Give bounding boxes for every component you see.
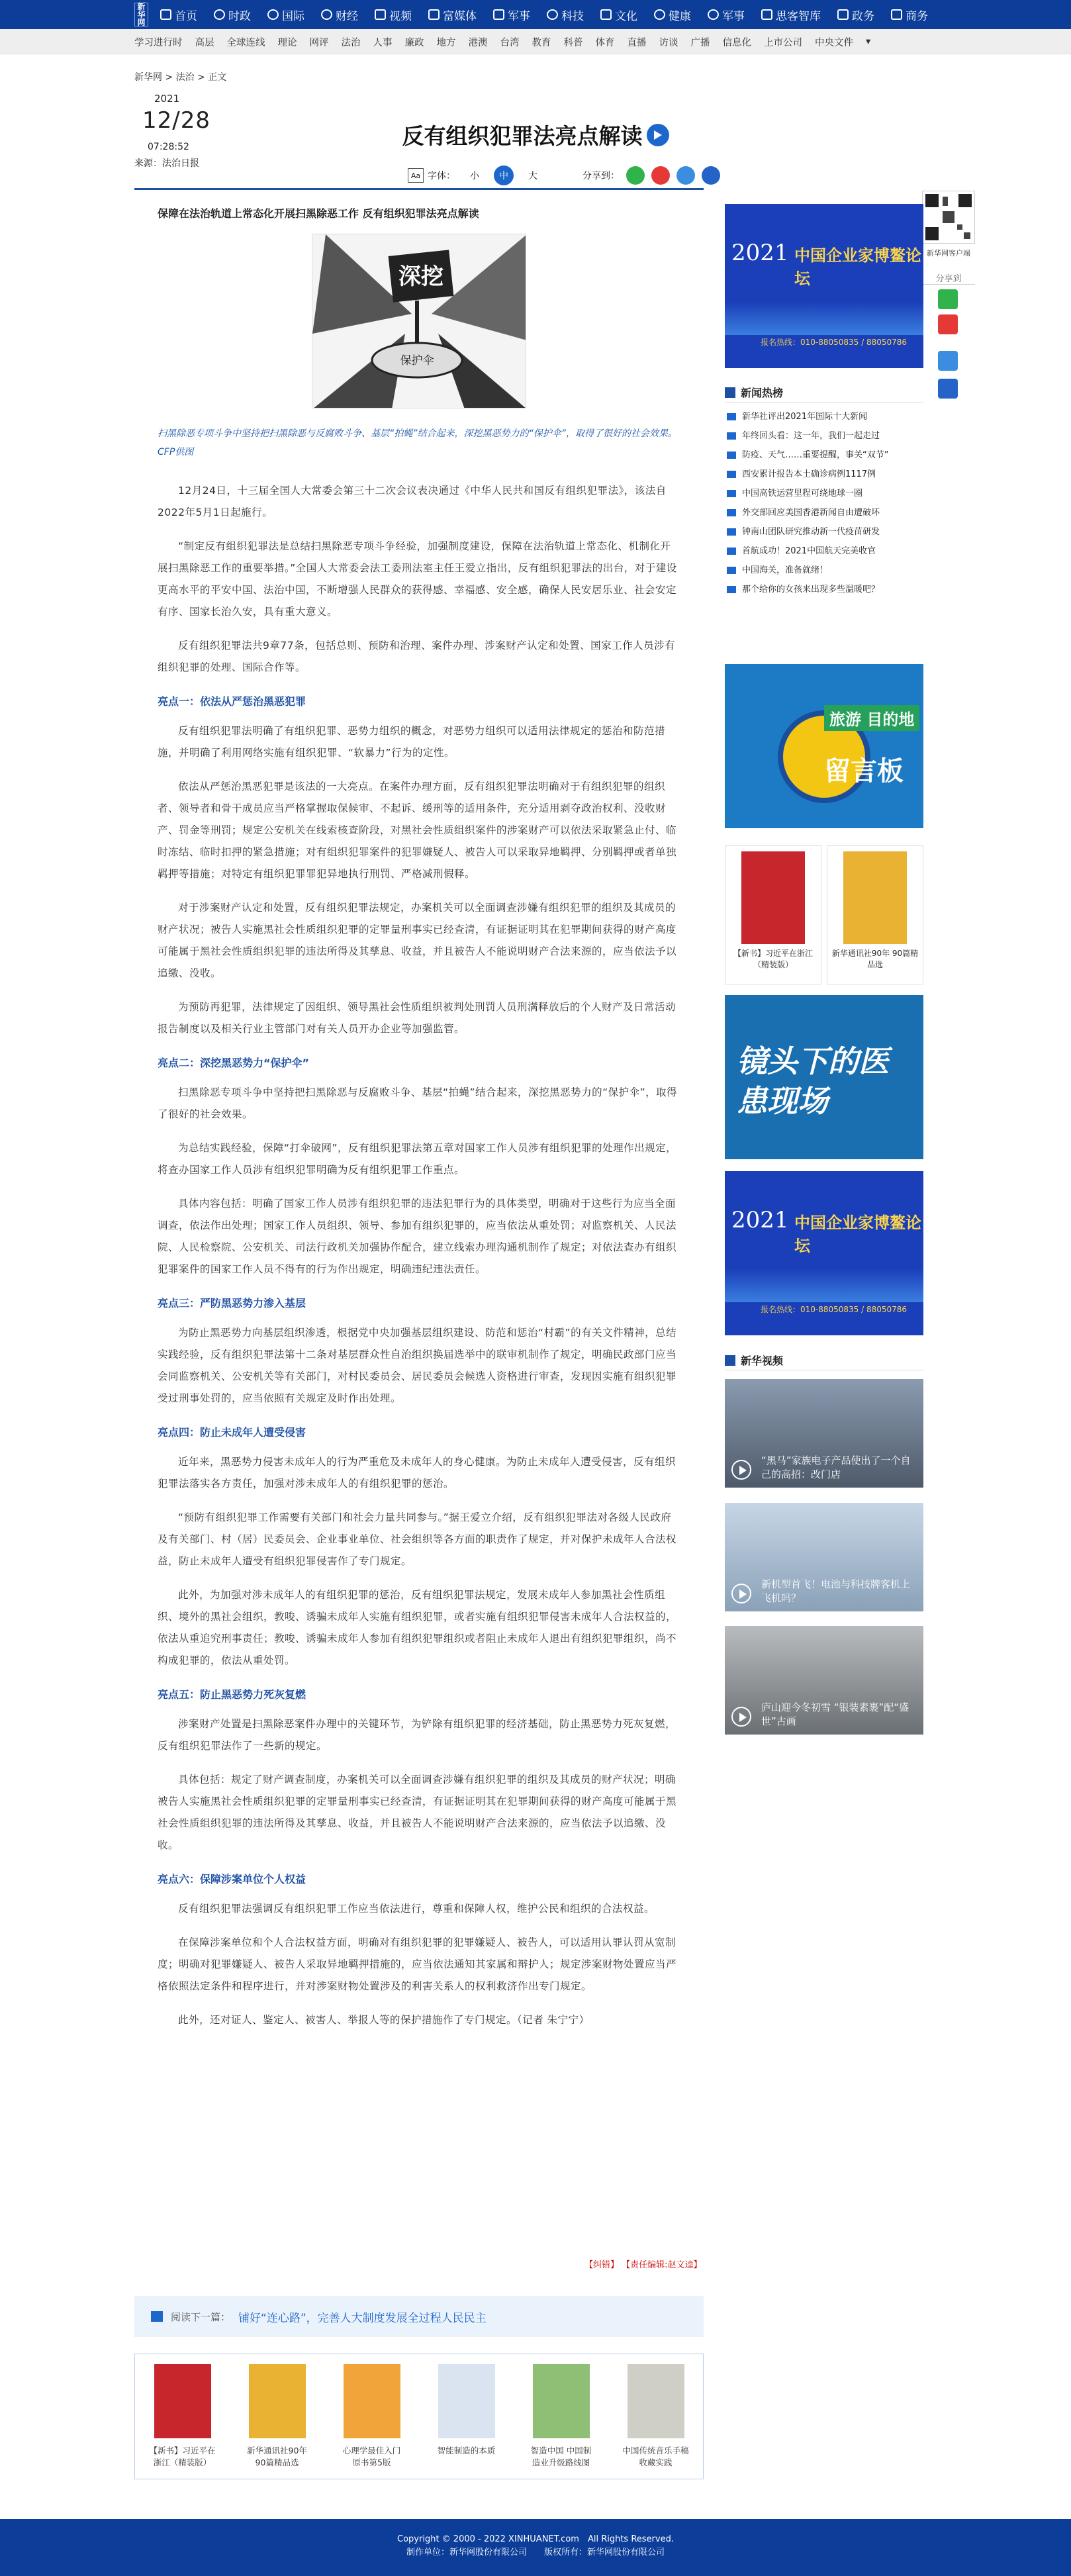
share-label: 分享到： [582,171,620,181]
subnav-item[interactable]: 理论 [277,37,297,48]
font-label: 字体： [428,171,455,181]
banner-title: 中国企业家博鳌论坛 [794,1214,921,1255]
city-skyline [725,302,923,335]
paragraph: 反有组织犯罪法共9章77条，包括总则、预防和治理、案件办理、涉案财产认定和处置、国家工作人员涉有组织犯罪的处理、国际合作等。 [158,640,676,673]
book-title: 中国传统音乐手稿收藏实践 [622,2446,689,2467]
video-caption: 庐山迎今冬初雪 “银装素裹”配“盛世”古画 [761,1701,909,1727]
image-text: 深挖 [398,263,443,290]
nav-label: 思客智库 [776,9,821,23]
paragraph: 涉案财产处置是扫黑除恶案件办理中的关键环节，为铲除有组织犯罪的经济基础，防止黑恶势力死灰复燃，反有组织犯罪法作了一些新的规定。 [158,1718,676,1752]
article-text [134,480,704,2031]
font-small-button[interactable]: 小 [470,171,479,181]
hot-news-item[interactable]: 钟南山团队研究推动新一代疫苗研发 [727,522,925,542]
book-title: 【新书】习近平在浙江（精装版） [733,949,813,969]
video-caption: “黑马”家族电子产品使出了一个自己的高招：改门店 [761,1455,911,1480]
image-subtext: 保护伞 [400,354,434,367]
book-cover [628,2364,684,2438]
hot-news-item[interactable]: 中国海关，准备就绪！ [727,561,925,580]
travel-sub: 留言板 [824,756,904,787]
subnav-item[interactable]: 人事 [373,37,393,48]
subnav-item[interactable]: 体育 [595,37,615,48]
subnav-item[interactable]: 全球连线 [226,37,265,48]
book-title: 新华通讯社90年 90篇精品选 [247,2446,307,2467]
nav-label: 富媒体 [443,9,477,23]
nav-label: 视频 [389,9,412,23]
subnav-item[interactable]: 港澳 [468,37,488,48]
forum-banner-2[interactable] [725,1171,923,1335]
link-icon[interactable] [938,351,958,371]
paragraph: 在保障涉案单位和个人合法权益方面，明确对有组织犯罪的犯罪嫌疑人、被告人，可以适用认罪认罚从宽制度；明确对犯罪嫌疑人、被告人采取异地羁押措施的，应当依法通知其家属和辩护人；规定涉案财物处置应当严格依照法定条件和程序进行，并对涉案财物处置涉及的利害关系人的权利救济作出专门规定。 [158,1936,677,1992]
subnav-item[interactable]: 上市公司 [764,37,802,48]
paragraph: 为总结实践经验，保障“打伞破网”，反有组织犯罪法第五章对国家工作人员涉有组织犯罪的处理作出规定，将查办国家工作人员涉有组织犯罪明确为反有组织犯罪工作重点。 [158,1142,677,1176]
paragraph: 对于涉案财产认定和处置，反有组织犯罪法规定，办案机关可以全面调查涉嫌有组织犯罪的组织及其成员的财产状况；被告人实施黑社会性质组织犯罪的定罪量刑事实已经查清，有证据证明其在犯罪期间获得的财产高度可能属于黑社会性质组织犯罪的违法所得及其孳息、收益，并且被告人不能说明财产合法来源的，应当依法予以追缴、没收。 [158,902,677,979]
hot-news-item[interactable]: 西安累计报告本土确诊病例1117例 [727,465,925,484]
video-section-title: 新华视频 [725,1351,923,1370]
book-cover [249,2364,306,2438]
travel-banner[interactable] [725,664,923,828]
qr-code-icon [923,191,974,243]
subnav-item[interactable]: ▾ [866,36,871,47]
paragraph: “制定反有组织犯罪法是总结扫黑除恶专项斗争经验，加强制度建设，保障在法治轨道上常态化、机制化开展扫黑除恶工作的重要举措。”全国人大常委会法工委刑法室主任王爱立指出，反有组织犯罪法的出台，对于建设更高水平的平安中国、法治中国，不断增强人民群众的获得感、幸福感、安全感，确保人民安居乐业、社会安定有序、国家长治久安，具有重大意义。 [158,540,677,618]
nav-label: 科技 [561,9,584,23]
date-day: 12/28 [142,107,210,134]
qr-label: 新华网客户端 [927,249,970,258]
nav-label: 财经 [336,9,358,23]
next-link[interactable]: 铺好“连心路”，完善人大制度发展全过程人民民主 [238,2311,487,2325]
book-recommendations [134,2354,704,2479]
subnav-item[interactable]: 科普 [563,37,583,48]
paragraph: 为预防再犯罪，法律规定了因组织、领导黑社会性质组织被判处刑罚人员刑满释放后的个人财产及日常活动报告制度以及相关行业主管部门对有关人员开办企业等加强监管。 [158,1001,676,1035]
book-title: 智造中国 中国制造业升级路线图 [530,2446,592,2467]
travel-label: 旅游 目的地 [824,705,919,731]
title-divider [134,188,704,190]
nav-label: 军事 [508,9,530,23]
subnav-item[interactable]: 法治 [341,37,361,48]
next-article-bar[interactable] [134,2296,704,2337]
medical-banner[interactable] [725,995,923,1159]
book-cover [154,2364,211,2438]
hot-news-list [727,407,925,599]
paragraph: 此外，还对证人、鉴定人、被害人、举报人等的保护措施作了专门规定。（记者 朱宁宁） [178,2014,590,2026]
hot-news-item[interactable]: 外交部回应美国香港新闻自由遭破坏 [727,503,925,522]
hot-news-title: 新闻热榜 [725,383,923,403]
book-item[interactable] [339,2364,405,2479]
site-logo[interactable]: 新华网 [134,3,148,26]
banner-title: 中国企业家博鳌论坛 [794,246,921,288]
article-image [312,234,526,408]
next-label: 阅读下一篇： [171,2311,231,2323]
book-item[interactable] [244,2364,310,2479]
video-card[interactable] [725,1503,923,1611]
cartoon-illustration [312,234,526,408]
hot-news-item[interactable]: 防疫、天气……重要提醒，事关“双节” [727,446,925,465]
book-title: 心理学最佳入门 原书第5版 [342,2446,401,2467]
book-item[interactable] [623,2364,689,2479]
paragraph: 反有组织犯罪法强调反有组织犯罪工作应当依法进行，尊重和保障人权，维护公民和组织的合法权益。 [178,1903,655,1915]
title-text: 反有组织犯罪法亮点解读 [402,123,643,149]
nav-label: 政务 [852,9,874,23]
medical-banner-text: 镜头下的医患现场 [737,1043,889,1119]
book-title: 新华通讯社90年 90篇精品选 [831,949,919,969]
font-size-icon: Aa [408,168,424,183]
footer-credits: 制作单位：新华网股份有限公司 版权所有：新华网股份有限公司 [406,2548,665,2557]
mobile-icon[interactable] [938,379,958,399]
section-heading: 亮点四：防止未成年人遭受侵害 [158,1426,306,1439]
subnav-item[interactable]: 访谈 [659,37,678,48]
play-icon [731,1460,751,1480]
hot-news-item[interactable]: 新华社评出2021年国际十大新闻 [727,407,925,426]
subnav-item[interactable]: 网评 [309,37,329,48]
image-caption: 扫黑除恶专项斗争中坚持把扫黑除恶与反腐败斗争、基层“拍蝇”结合起来，深挖黑恶势力的“保护伞”，取得了很好的社会效果。 CFP供图 [158,428,678,457]
nav-label: 首页 [175,9,197,23]
book-cover [438,2364,495,2438]
book-item[interactable] [434,2364,500,2479]
footer [0,2519,1071,2576]
nav-label: 商务 [906,9,928,23]
side-book-1[interactable] [725,845,821,984]
breadcrumb[interactable]: 新华网 > 法治 > 正文 [134,72,227,83]
section-heading: 亮点五：防止黑恶势力死灰复燃 [158,1688,306,1701]
section-heading: 亮点一：依法从严惩治黑恶犯罪 [158,695,306,708]
paragraph: 12月24日，十三届全国人大常委会第三十二次会议表决通过《中华人民共和国反有组织犯罪法》，该法自2022年5月1日起施行。 [158,485,667,518]
date-year: 2021 [154,93,180,105]
book-cover [533,2364,590,2438]
forum-banner[interactable] [725,204,923,368]
city-skyline [725,1269,923,1302]
section-heading: 亮点六：保障涉案单位个人权益 [158,1873,306,1885]
subnav-item[interactable]: 高层 [195,37,214,48]
date-time: 07:28:52 [148,142,189,152]
video-caption: 新机型首飞！电池与科技牌客机上飞机吗？ [761,1578,911,1604]
banner-sub: 报名热线：010-88050835 / 88050786 [761,338,908,347]
subnav-item[interactable]: 中央文件 [815,37,853,48]
banner-year: 2021 [731,1207,789,1233]
book-cover [344,2364,400,2438]
subnav-item[interactable]: 广播 [690,37,710,48]
weibo-icon[interactable] [938,314,958,334]
nav-label: 军事 [722,9,745,23]
video-card[interactable] [725,1626,923,1735]
subnav-item[interactable]: 信息化 [722,37,751,48]
paragraph: 近年来，黑恶势力侵害未成年人的行为严重危及未成年人的身心健康。为防止未成年人遭受侵害，反有组织犯罪法落实各方责任，加强对涉未成年人的有组织犯罪的惩治。 [158,1456,676,1490]
article-body [134,205,704,2031]
hot-news-item[interactable]: 首航成功！2021中国航天完美收官 [727,542,925,561]
book-cover [843,851,907,944]
footer-copyright: Copyright © 2000 - 2022 XINHUANET.com All Rights Reserved. [397,2534,674,2544]
hot-news-item[interactable]: 中国高铁运营里程可绕地球一圈 [727,484,925,503]
hot-news-item[interactable]: 年终回头看：这一年，我们一起走过 [727,426,925,446]
paragraph: 扫黑除恶专项斗争中坚持把扫黑除恶与反腐败斗争、基层“拍蝇”结合起来，深挖黑恶势力的“保护伞”，取得了很好的社会效果。 [158,1086,678,1120]
subnav-item[interactable]: 直播 [627,37,647,48]
banner-year: 2021 [731,240,789,266]
book-title: 智能制造的本质 [437,2446,496,2456]
side-book-2[interactable] [827,845,923,984]
subnav-item[interactable]: 台湾 [500,37,520,48]
article-heading: 保障在法治轨道上常态化开展扫黑除恶工作 反有组织犯罪法亮点解读 [158,207,479,220]
nav-label: 时政 [228,9,251,23]
book-item[interactable] [150,2364,216,2479]
book-title: 【新书】习近平在浙江（精装版） [149,2446,216,2467]
article-source: 来源：法治日报 [134,158,199,169]
book-item[interactable] [528,2364,594,2479]
editor-credit[interactable]: 【纠错】 【责任编辑:赵文逵】 [584,2260,702,2270]
subnav-item[interactable]: 教育 [532,37,551,48]
subnav-item[interactable]: 廉政 [404,37,424,48]
font-large-button[interactable]: 大 [528,171,537,181]
paragraph: 具体包括：规定了财产调查制度，办案机关可以全面调查涉嫌有组织犯罪的组织及其成员的财产状况；明确被告人实施黑社会性质组织犯罪的定罪量刑事实已经查清，有证据证明其在犯罪期间获得的财产高度可能属于黑社会性质组织犯罪的违法所得及其孳息、收益，并且被告人不能说明财产合法来源的，应当依法予以追缴、没收。 [158,1774,677,1851]
content-area [134,0,970,2576]
nav-label: 国际 [282,9,304,23]
hot-news-item[interactable]: 那个给你的女孩来出现多些温暖吧？ [727,580,925,599]
book-cover [741,851,805,944]
paragraph: 反有组织犯罪法明确了有组织犯罪、恶势力组织的概念，对恶势力组织可以适用法律规定的惩治和防范措施，并明确了利用网络实施有组织犯罪、“软暴力”行为的定性。 [158,725,666,759]
play-icon [731,1707,751,1727]
video-card[interactable] [725,1379,923,1488]
paragraph: 具体内容包括：明确了国家工作人员涉有组织犯罪的违法犯罪行为的具体类型，明确对于这些行为应当全面调查，依法作出处理；国家工作人员组织、领导、参加有组织犯罪的，应当依法从重处罚；对监察机关、人民法院、人民检察院、公安机关、司法行政机关加强协作配合，建立线索办理沟通机制作了规定；对依法查办有组织犯罪案件的国家工作人员不得有的行为作出规定，明确违纪违法责任。 [158,1198,677,1275]
play-icon [731,1584,751,1603]
paragraph: 此外，为加强对涉未成年人的有组织犯罪的惩治，反有组织犯罪法规定，发展未成年人参加黑社会性质组织、境外的黑社会组织，教唆、诱骗未成年人实施有组织犯罪，或者实施有组织犯罪侵害未成年人合法权益的，依法从重追究刑事责任；教唆、诱骗未成年人参加有组织犯罪组织或者阻止未成年人退出有组织犯罪组织，尚不构成犯罪的，依法从重处罚。 [158,1589,677,1666]
share-label-side: 分享到 [922,271,975,285]
wechat-icon[interactable] [938,289,958,309]
section-heading: 亮点三：严防黑恶势力渗入基层 [158,1297,306,1310]
qr-code [922,191,975,244]
nav-label: 文化 [615,9,637,23]
font-medium-button[interactable]: 中 [494,166,514,185]
section-heading: 亮点二：深挖黑恶势力“保护伞” [158,1057,310,1069]
banner-sub: 报名热线：010-88050835 / 88050786 [761,1305,908,1314]
paragraph: 依法从严惩治黑恶犯罪是该法的一大亮点。在案件办理方面，反有组织犯罪法明确对于有组织犯罪的组织者、领导者和骨干成员应当严格掌握取保候审、不起诉、缓刑等的适用条件，充分适用剥夺政治权利、没收财产、罚金等刑罚；规定公安机关在线索核查阶段，对黑社会性质组织案件的涉案财产可以依法采取紧急止付、临时冻结、临时扣押的紧急措施；对有组织犯罪案件的犯罪嫌疑人、被告人可以采取异地羁押、分别羁押或者单独羁押等措施；对特定有组织犯罪罪犯异地执行刑罚、严格减刑假释。 [158,781,677,880]
paragraph: 为防止黑恶势力向基层组织渗透，根据党中央加强基层组织建设、防范和惩治“村霸”的有关文件精神，总结实践经验，反有组织犯罪法第十二条对基层群众性自治组织换届选举中的联审机制作了规定，明确民政部门应当会同监察机关、公安机关等有关部门，对村民委员会、居民委员会候选人资格进行审查，发现因实施有组织犯罪受过刑事处罚的，应当依照有关规定及时作出处理。 [158,1327,677,1404]
next-icon [151,2311,163,2322]
subnav-item[interactable]: 地方 [436,37,456,48]
subnav-item[interactable]: 学习进行时 [134,37,183,48]
nav-label: 健康 [669,9,691,23]
paragraph: “预防有组织犯罪工作需要有关部门和社会力量共同参与。”据王爱立介绍，反有组织犯罪法对各级人民政府及有关部门、村（居）民委员会、企业事业单位、社会组织等各方面的职责作了规定，并对保护未成年人合法权益，防止未成年人遭受有组织犯罪侵害作了专门规定。 [158,1511,677,1567]
